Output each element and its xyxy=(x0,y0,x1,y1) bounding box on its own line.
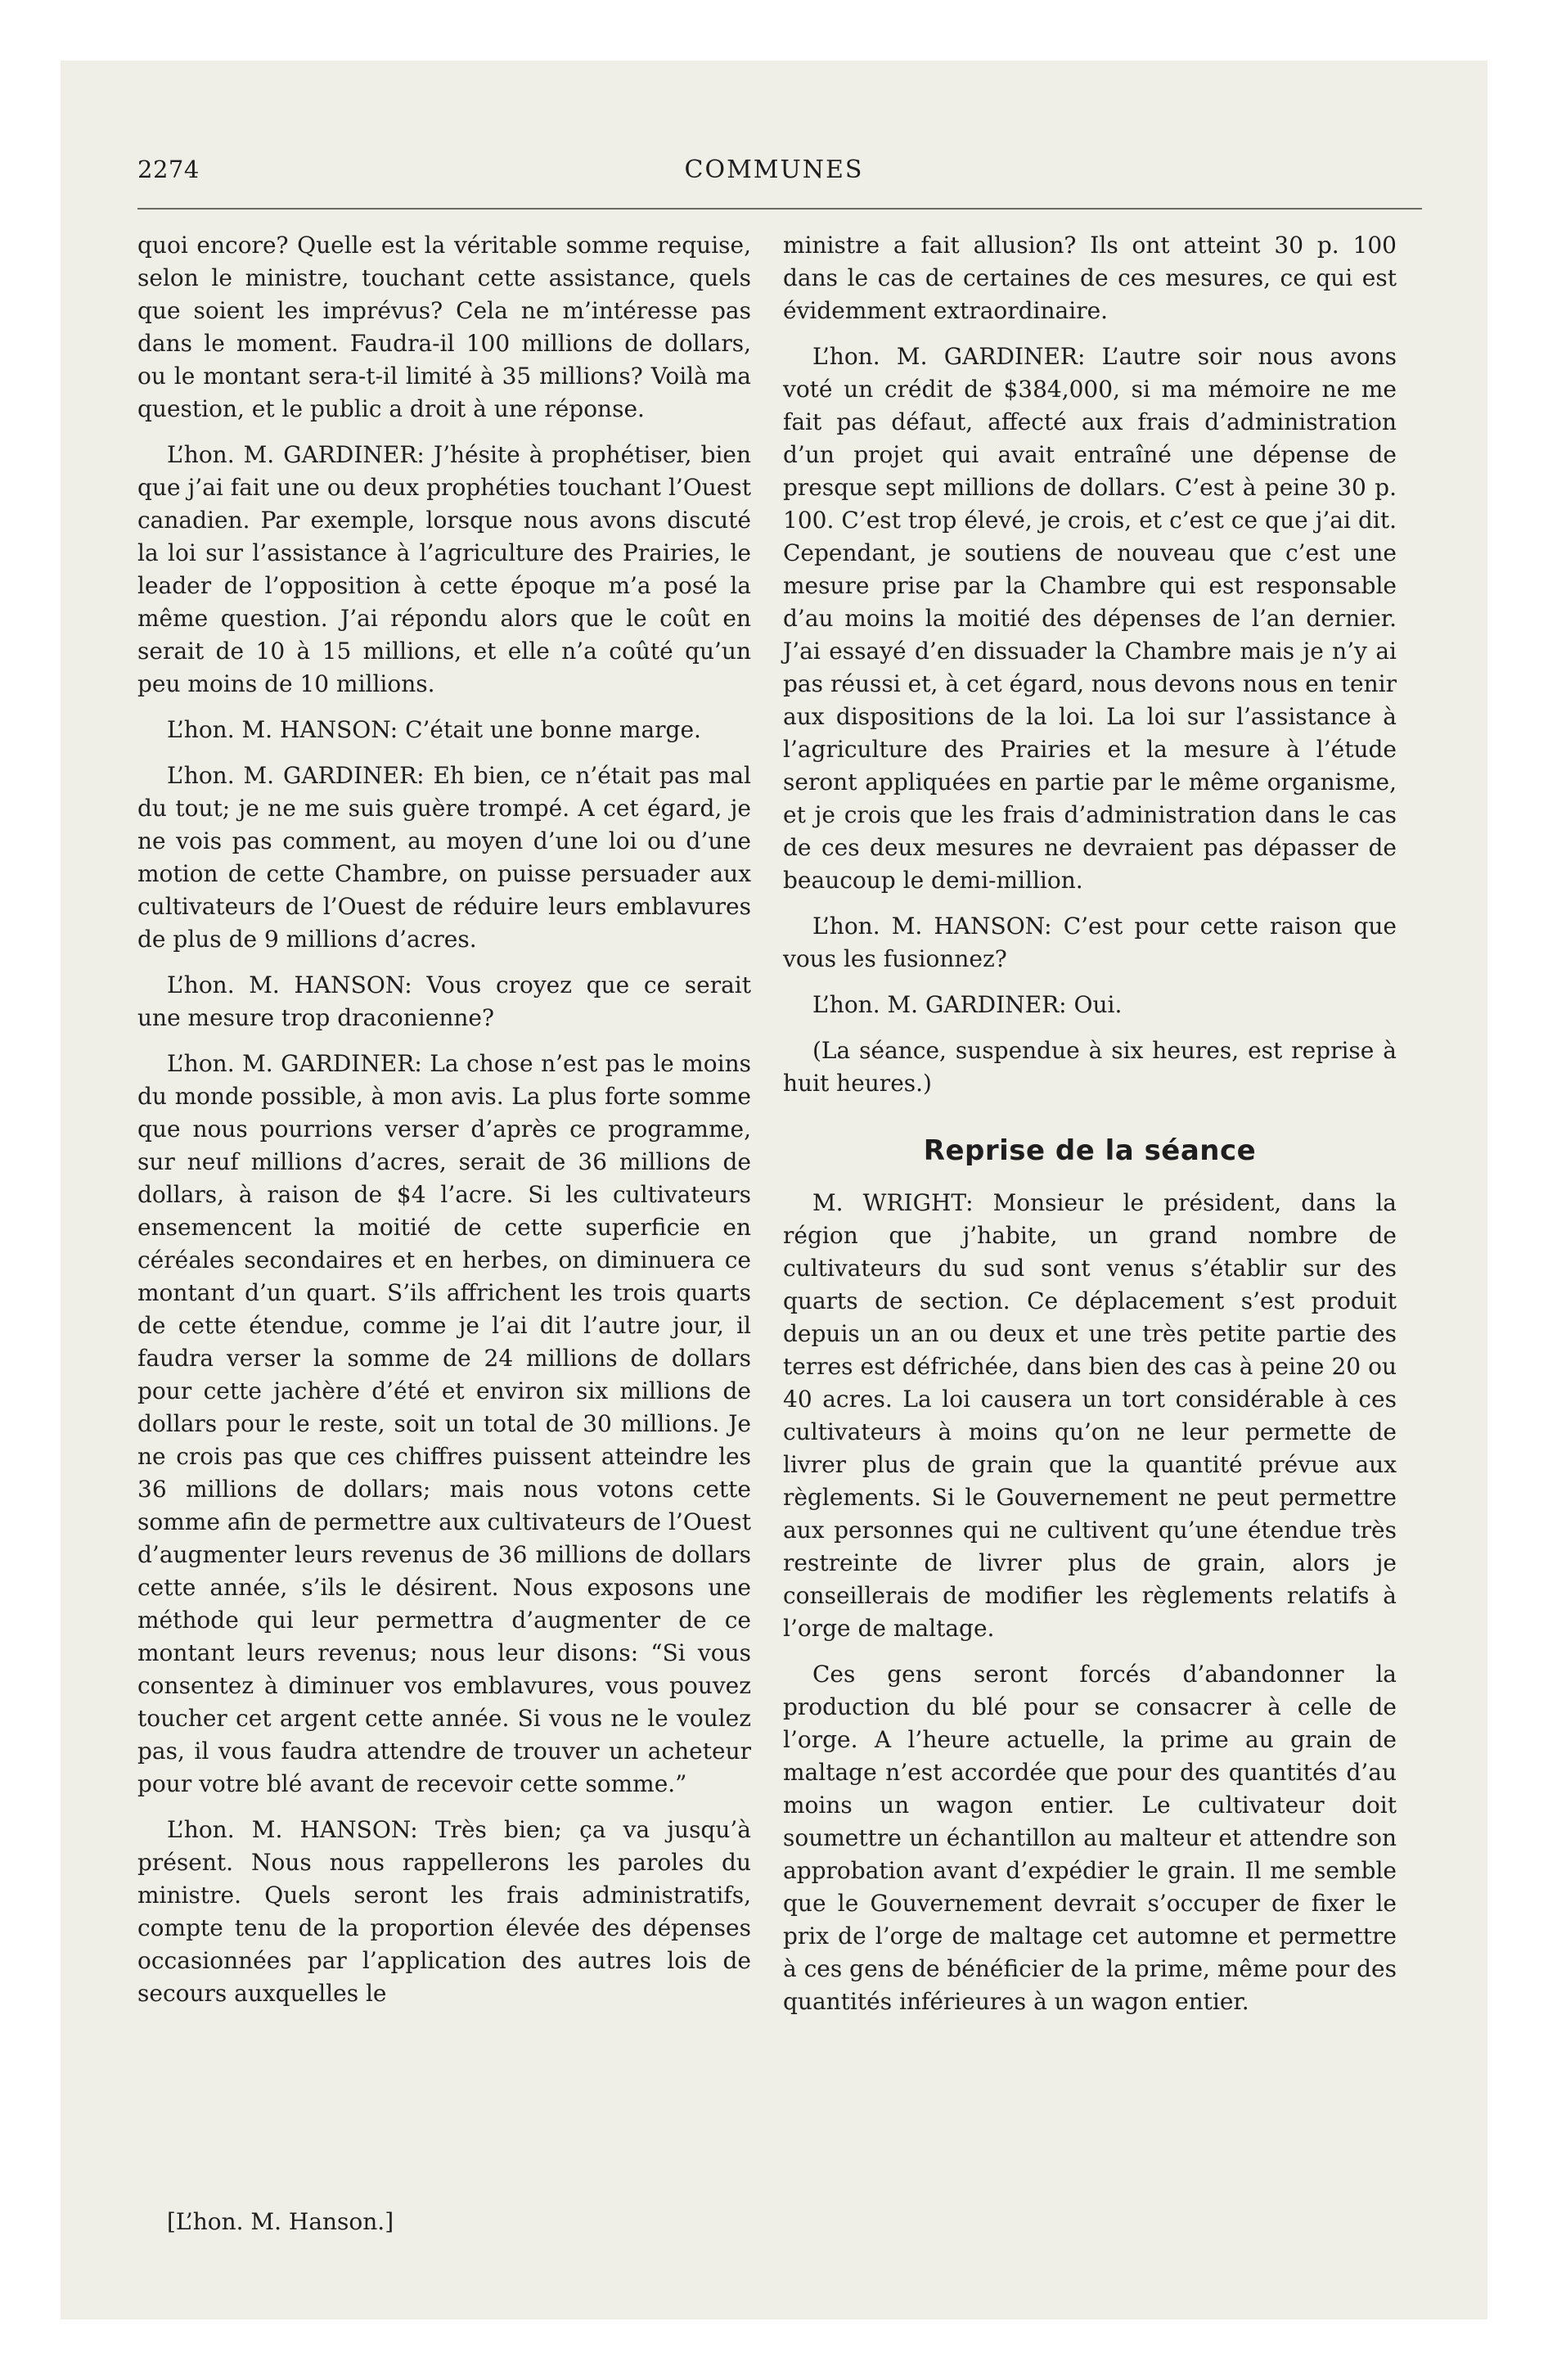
paragraph: L’hon. M. GARDINER: Eh bien, ce n’était pas mal du tout; je ne me suis guère trompé. A cet égard, je ne vois pas comment, au moyen d’une loi ou d’une motion de cette Chambre, on puisse persuader aux cultivateurs de l’Ouest de réduire leurs emblavures de plus de 9 millions d’acres. xyxy=(137,762,751,953)
paragraph: L’hon. M. GARDINER: La chose n’est pas le moins du monde possible, à mon avis. La plus forte somme que nous pourrions verser d’après ce programme, sur neuf millions d’acres, serait de 36 millions de dollars, à raison de $4 l’acre. Si les cultivateurs ensemencent la moitié de cette superficie en céréales secondaires et en herbes, on diminuera ce montant d’un quart. S’ils affrichent les trois quarts de cette étendue, comme je l’ai dit l’autre jour, il faudra verser la somme de 24 millions de dollars pour cette jachère d’été et environ six millions de dollars pour le reste, soit un total de 30 millions. Je ne crois pas que ces chiffres puissent atteindre les 36 millions de dollars; mais nous votons cette somme afin de permettre aux cultivateurs de l’Ouest d’augmenter leurs revenus de 36 millions de dollars cette année, s’ils le désirent. Nous exposons une méthode qui leur permettra d’augmenter de ce montant leurs revenus; nous leur disons: “Si vous consentez à diminuer vos emblavures, vous pouvez toucher cet argent cette année. Si vous ne le voulez pas, il vous faudra attendre de trouver un acheteur pour votre blé avant de recevoir cette somme.” xyxy=(137,1050,751,1797)
running-head: COMMUNES xyxy=(684,156,864,184)
paragraph: M. WRIGHT: Monsieur le président, dans la région que j’habite, un grand nombre de cultivateurs du sud sont venus s’établir sur des quarts de section. Ce déplacement s’est produit depuis un an ou deux et une très petite partie des terres est défrichée, dans bien des cas à peine 20 ou 40 acres. La loi causera un tort considérable à ces cultivateurs à moins qu’on ne leur permette de livrer plus de grain que la quantité prévue aux règlements. Si le Gouvernement ne peut permettre aux personnes qui ne cultivent qu’une étendue très restreinte de livrer plus de grain, alors je conseillerais de modifier les règlements relatifs à l’orge de maltage. xyxy=(783,1189,1397,1642)
section-title: Reprise de la séance xyxy=(923,1134,1257,1167)
paragraph: L’hon. M. GARDINER: J’hésite à prophétiser, bien que j’ai fait une ou deux prophéties touchant l’Ouest canadien. Par exemple, lorsque nous avons discuté la loi sur l’assistance à l’agriculture des Prairies, le leader de l’opposition à cette époque m’a posé la même question. J’ai répondu alors que le coût en serait de 10 à 15 millions, et elle n’a coûté qu’un peu moins de 10 millions. xyxy=(137,441,751,697)
paragraph: L’hon. M. HANSON: C’est pour cette raison que vous les fusionnez? xyxy=(783,913,1397,972)
header-rule xyxy=(137,208,1422,210)
paragraph: L’hon. M. GARDINER: Oui. xyxy=(812,991,1123,1018)
speaker-footnote: [L’hon. M. Hanson.] xyxy=(167,2208,394,2235)
paragraph: L’hon. M. GARDINER: L’autre soir nous avons voté un crédit de $384,000, si ma mémoire ne me fait pas défaut, affecté aux frais d’administration d’un projet qui avait entraîné une dépense de presque sept millions de dollars. C’est à peine 30 p. 100. C’est trop élevé, je crois, et c’est ce que j’ai dit. Cependant, je soutiens de nouveau que c’est une mesure prise par la Chambre qui est responsable d’au moins la moitié des dépenses de l’an dernier. J’ai essayé d’en dissuader la Chambre mais je n’y ai pas réussi et, à cet égard, nous devons nous en tenir aux dispositions de la loi. La loi sur l’assistance à l’agriculture des Prairies et la mesure à l’étude seront appliquées en partie par le même organisme, et je crois que les frais d’administration dans le cas de ces deux mesures ne devraient pas dépasser de beaucoup le demi-million. xyxy=(783,343,1397,894)
paragraph: ministre a fait allusion? Ils ont atteint 30 p. 100 dans le cas de certaines de ces mesures, ce qui est évidemment extraordinaire. xyxy=(783,232,1397,324)
scanned-page xyxy=(61,61,1487,2319)
left-column xyxy=(137,229,751,2023)
paragraph: L’hon. M. HANSON: Très bien; ça va jusqu’à présent. Nous nous rappellerons les paroles du ministre. Quels seront les frais administratifs, compte tenu de la proportion élevée des dépenses occasionnées par l’application des autres lois de secours auxquelles le xyxy=(137,1816,751,2007)
paragraph: L’hon. M. HANSON: C’était une bonne marge. xyxy=(167,716,701,743)
paragraph: L’hon. M. HANSON: Vous croyez que ce serait une mesure trop draconienne? xyxy=(137,971,751,1031)
paragraph: Ces gens seront forcés d’abandonner la production du blé pour se consacrer à celle de l’orge. A l’heure actuelle, la prime au grain de maltage n’est accordée que pour des quantités d’au moins un wagon entier. Le cultivateur doit soumettre un échantillon au malteur et attendre son approbation avant d’expédier le grain. Il me semble que le Gouvernement devrait s’occuper de fixer le prix de l’orge de maltage cet automne et permettre à ces gens de bénéficier de la prime, même pour des quantités inférieures à un wagon entier. xyxy=(783,1661,1397,2015)
right-column xyxy=(783,229,1397,2031)
page-number: 2274 xyxy=(137,156,200,183)
paragraph: quoi encore? Quelle est la véritable somme requise, selon le ministre, touchant cette assistance, quels que soient les imprévus? Cela ne m’intéresse pas dans le moment. Faudra-il 100 millions de dollars, ou le montant sera-t-il limité à 35 millions? Voilà ma question, et le public a droit à une réponse. xyxy=(137,232,751,422)
adjournment-note: (La séance, suspendue à six heures, est reprise à huit heures.) xyxy=(783,1037,1397,1097)
